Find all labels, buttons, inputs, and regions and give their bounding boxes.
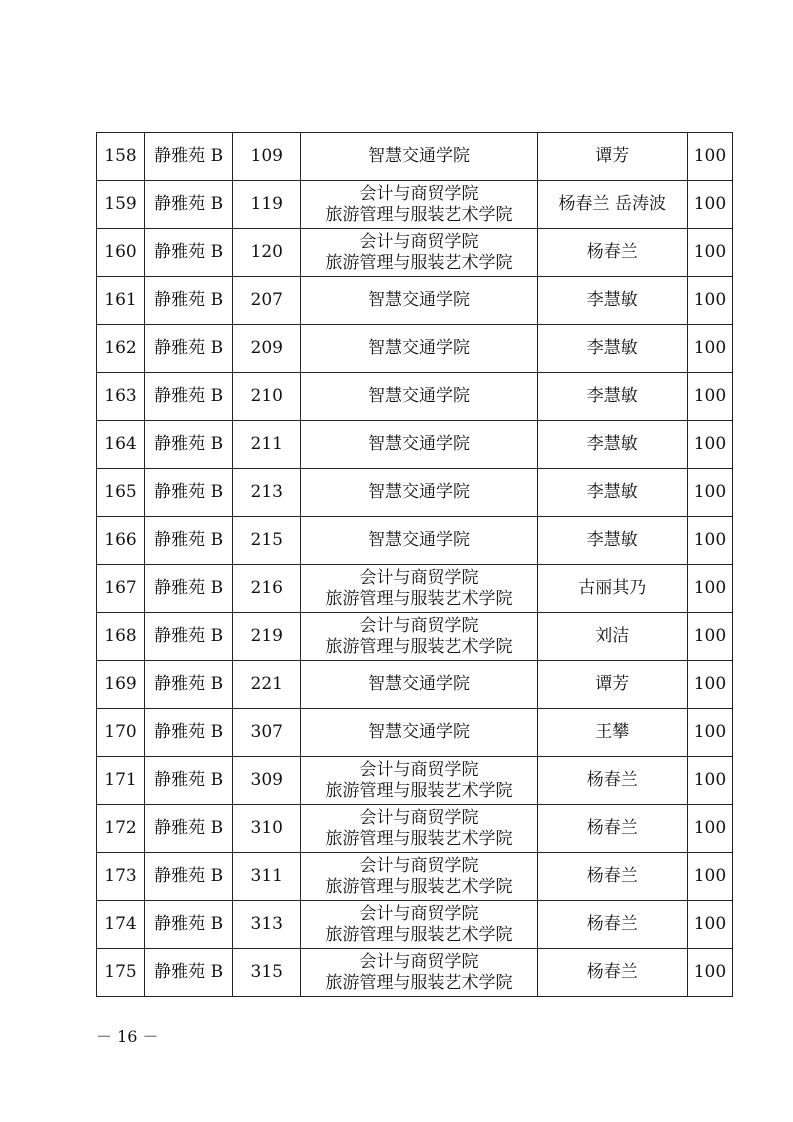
score-cell: 100	[687, 661, 732, 709]
college-line: 智慧交通学院	[367, 386, 470, 406]
college-cell	[301, 949, 537, 997]
college-line: 会计与商贸学院	[359, 615, 479, 636]
room-cell: 307	[233, 709, 301, 757]
college-line: 会计与商贸学院	[359, 855, 479, 876]
score-cell: 100	[687, 373, 732, 421]
building-cell: 静雅苑 B	[145, 853, 233, 901]
row-number-cell: 159	[97, 181, 145, 229]
college-line: 智慧交通学院	[367, 338, 470, 358]
college-cell	[301, 661, 537, 709]
person-cell: 古丽其乃	[537, 565, 687, 613]
score-cell: 100	[687, 757, 732, 805]
row-number-cell: 161	[97, 277, 145, 325]
person-cell: 杨春兰	[537, 901, 687, 949]
room-cell: 211	[233, 421, 301, 469]
college-cell	[301, 709, 537, 757]
room-cell: 120	[233, 229, 301, 277]
person-cell: 杨春兰	[537, 853, 687, 901]
score-cell: 100	[687, 853, 732, 901]
row-number-cell: 160	[97, 229, 145, 277]
row-number-cell: 172	[97, 805, 145, 853]
row-number-cell: 163	[97, 373, 145, 421]
table-row	[97, 613, 733, 661]
dormitory-table	[96, 132, 733, 997]
person-cell: 谭芳	[537, 133, 687, 181]
person-cell: 杨春兰	[537, 805, 687, 853]
score-cell: 100	[687, 421, 732, 469]
college-cell	[301, 805, 537, 853]
row-number-cell: 158	[97, 133, 145, 181]
building-cell: 静雅苑 B	[145, 517, 233, 565]
person-cell: 李慧敏	[537, 469, 687, 517]
table-row	[97, 229, 733, 277]
college-line: 会计与商贸学院	[359, 759, 479, 780]
college-cell	[301, 373, 537, 421]
building-cell: 静雅苑 B	[145, 613, 233, 661]
building-cell: 静雅苑 B	[145, 373, 233, 421]
room-cell: 221	[233, 661, 301, 709]
person-cell: 李慧敏	[537, 517, 687, 565]
row-number-cell: 174	[97, 901, 145, 949]
college-line: 旅游管理与服装艺术学院	[325, 204, 513, 225]
building-cell: 静雅苑 B	[145, 229, 233, 277]
room-cell: 119	[233, 181, 301, 229]
score-cell: 100	[687, 277, 732, 325]
college-line: 旅游管理与服装艺术学院	[325, 780, 513, 801]
college-line: 智慧交通学院	[367, 530, 470, 550]
building-cell: 静雅苑 B	[145, 565, 233, 613]
table-body	[97, 133, 733, 997]
table-row	[97, 373, 733, 421]
college-cell	[301, 229, 537, 277]
college-line: 旅游管理与服装艺术学院	[325, 876, 513, 897]
college-line: 智慧交通学院	[367, 482, 470, 502]
college-line: 智慧交通学院	[367, 674, 470, 694]
room-cell: 216	[233, 565, 301, 613]
college-cell	[301, 421, 537, 469]
college-cell	[301, 517, 537, 565]
room-cell: 219	[233, 613, 301, 661]
room-cell: 109	[233, 133, 301, 181]
table-row	[97, 661, 733, 709]
score-cell: 100	[687, 805, 732, 853]
building-cell: 静雅苑 B	[145, 805, 233, 853]
score-cell: 100	[687, 709, 732, 757]
college-line: 会计与商贸学院	[359, 903, 479, 924]
room-cell: 213	[233, 469, 301, 517]
building-cell: 静雅苑 B	[145, 325, 233, 373]
person-cell: 谭芳	[537, 661, 687, 709]
table-row	[97, 181, 733, 229]
table-row	[97, 805, 733, 853]
college-line: 智慧交通学院	[367, 722, 470, 742]
row-number-cell: 166	[97, 517, 145, 565]
row-number-cell: 165	[97, 469, 145, 517]
table-row	[97, 565, 733, 613]
college-cell	[301, 757, 537, 805]
college-line: 旅游管理与服装艺术学院	[325, 828, 513, 849]
table-row	[97, 133, 733, 181]
row-number-cell: 173	[97, 853, 145, 901]
table-row	[97, 517, 733, 565]
person-cell: 杨春兰	[537, 229, 687, 277]
building-cell: 静雅苑 B	[145, 901, 233, 949]
room-cell: 209	[233, 325, 301, 373]
college-line: 智慧交通学院	[367, 290, 470, 310]
room-cell: 215	[233, 517, 301, 565]
college-cell	[301, 565, 537, 613]
college-cell	[301, 613, 537, 661]
row-number-cell: 168	[97, 613, 145, 661]
room-cell: 207	[233, 277, 301, 325]
score-cell: 100	[687, 469, 732, 517]
table-row	[97, 853, 733, 901]
row-number-cell: 170	[97, 709, 145, 757]
row-number-cell: 162	[97, 325, 145, 373]
college-line: 智慧交通学院	[367, 146, 470, 166]
person-cell: 李慧敏	[537, 421, 687, 469]
page-number: － 16 －	[96, 1027, 159, 1046]
room-cell: 315	[233, 949, 301, 997]
college-line: 旅游管理与服装艺术学院	[325, 636, 513, 657]
score-cell: 100	[687, 133, 732, 181]
person-cell: 杨春兰 岳涛波	[537, 181, 687, 229]
score-cell: 100	[687, 613, 732, 661]
college-line: 旅游管理与服装艺术学院	[325, 924, 513, 945]
college-line: 会计与商贸学院	[359, 231, 479, 252]
person-cell: 杨春兰	[537, 757, 687, 805]
college-line: 旅游管理与服装艺术学院	[325, 972, 513, 993]
building-cell: 静雅苑 B	[145, 133, 233, 181]
building-cell: 静雅苑 B	[145, 661, 233, 709]
building-cell: 静雅苑 B	[145, 181, 233, 229]
person-cell: 李慧敏	[537, 373, 687, 421]
person-cell: 刘洁	[537, 613, 687, 661]
row-number-cell: 175	[97, 949, 145, 997]
room-cell: 313	[233, 901, 301, 949]
table-row	[97, 277, 733, 325]
score-cell: 100	[687, 517, 732, 565]
table-row	[97, 469, 733, 517]
score-cell: 100	[687, 949, 732, 997]
person-cell: 杨春兰	[537, 949, 687, 997]
score-cell: 100	[687, 325, 732, 373]
room-cell: 311	[233, 853, 301, 901]
building-cell: 静雅苑 B	[145, 949, 233, 997]
college-cell	[301, 277, 537, 325]
building-cell: 静雅苑 B	[145, 421, 233, 469]
row-number-cell: 169	[97, 661, 145, 709]
building-cell: 静雅苑 B	[145, 277, 233, 325]
row-number-cell: 171	[97, 757, 145, 805]
building-cell: 静雅苑 B	[145, 757, 233, 805]
college-line: 旅游管理与服装艺术学院	[325, 588, 513, 609]
room-cell: 309	[233, 757, 301, 805]
score-cell: 100	[687, 565, 732, 613]
score-cell: 100	[687, 901, 732, 949]
table-row	[97, 421, 733, 469]
college-cell	[301, 469, 537, 517]
person-cell: 李慧敏	[537, 325, 687, 373]
college-cell	[301, 133, 537, 181]
row-number-cell: 164	[97, 421, 145, 469]
table-row	[97, 949, 733, 997]
table-row	[97, 709, 733, 757]
table-row	[97, 757, 733, 805]
score-cell: 100	[687, 181, 732, 229]
room-cell: 310	[233, 805, 301, 853]
college-cell	[301, 181, 537, 229]
college-line: 会计与商贸学院	[359, 807, 479, 828]
table-row	[97, 325, 733, 373]
college-line: 会计与商贸学院	[359, 567, 479, 588]
college-cell	[301, 325, 537, 373]
row-number-cell: 167	[97, 565, 145, 613]
college-line: 会计与商贸学院	[359, 951, 479, 972]
college-cell	[301, 853, 537, 901]
person-cell: 李慧敏	[537, 277, 687, 325]
building-cell: 静雅苑 B	[145, 469, 233, 517]
college-cell	[301, 901, 537, 949]
table-row	[97, 901, 733, 949]
college-line: 会计与商贸学院	[359, 183, 479, 204]
score-cell: 100	[687, 229, 732, 277]
room-cell: 210	[233, 373, 301, 421]
college-line: 旅游管理与服装艺术学院	[325, 252, 513, 273]
building-cell: 静雅苑 B	[145, 709, 233, 757]
college-line: 智慧交通学院	[367, 434, 470, 454]
person-cell: 王攀	[537, 709, 687, 757]
